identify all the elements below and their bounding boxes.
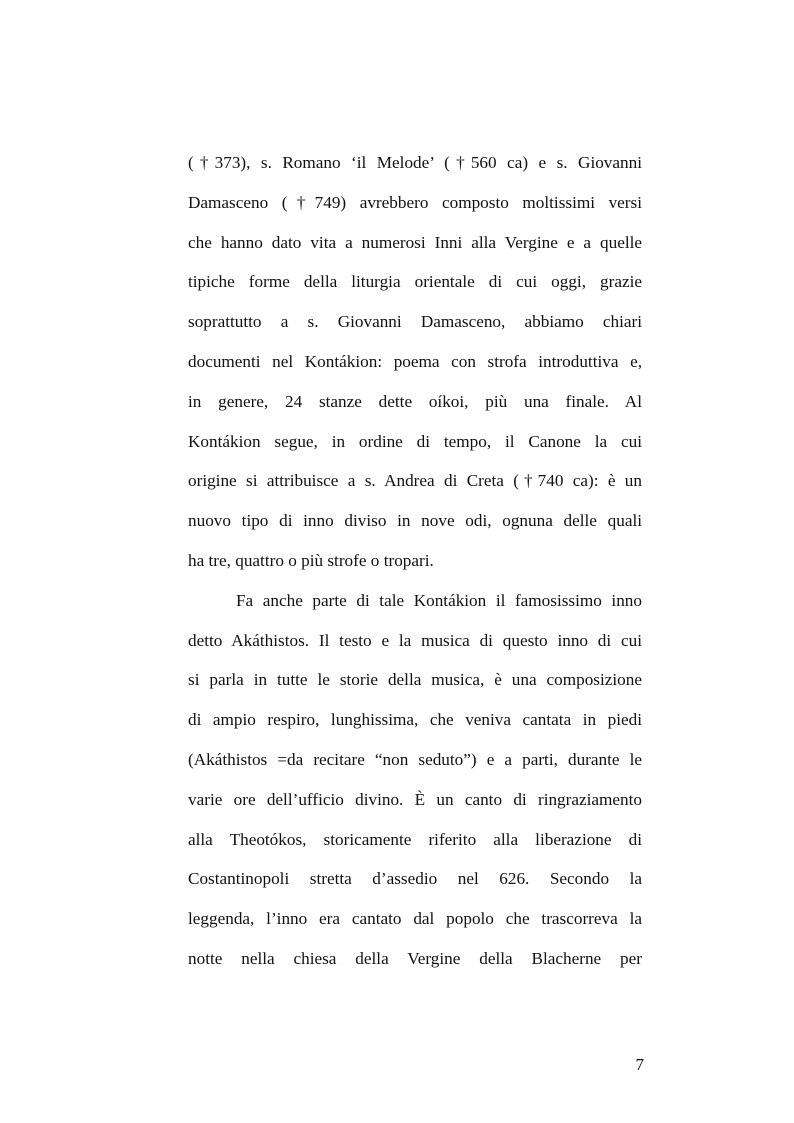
text-line-19: Costantinopoli stretta d’assedio nel 626. Secondo la [188, 869, 642, 889]
text-line-10: nuovo tipo di inno diviso in nove odi, ognuna delle quali [188, 511, 642, 531]
text-line-21: notte nella chiesa della Vergine della Blacherne per [188, 948, 642, 968]
text-line-7: in genere, 24 stanze dette oíkoi, più una finale. Al [188, 391, 642, 411]
text-line-16: (Akáthistos =da recitare “non seduto”) e a parti, durante le [188, 749, 642, 769]
text-line-18: alla Theotókos, storicamente riferito alla liberazione di [188, 829, 642, 849]
text-line-14: si parla in tutte le storie della musica, è una composizione [188, 670, 642, 690]
text-line-12: Fa anche parte di tale Kontákion il famosissimo inno [236, 590, 642, 610]
text-line-1: (†373), s. Romano ‘il Melode’ (†560 ca) e s. Giovanni [188, 153, 642, 172]
body-text [188, 148, 642, 984]
page-number: 7 [635, 1055, 644, 1074]
text-line-5: soprattutto a s. Giovanni Damasceno, abbiamo chiari [188, 312, 642, 332]
text-line-3: che hanno dato vita a numerosi Inni alla Vergine e a quelle [188, 232, 642, 252]
text-line-8: Kontákion segue, in ordine di tempo, il Canone la cui [188, 431, 642, 451]
text-line-17: varie ore dell’ufficio divino. È un canto di ringraziamento [188, 789, 642, 809]
text-line-20: leggenda, l’inno era cantato dal popolo che trascorreva la [188, 909, 642, 929]
text-line-6: documenti nel Kontákion: poema con strofa introduttiva e, [188, 351, 642, 371]
text-line-13: detto Akáthistos. Il testo e la musica di questo inno di cui [188, 630, 642, 650]
text-line-11: ha tre, quattro o più strofe o tropari. [188, 550, 434, 570]
text-line-2: Damasceno (†749) avrebbero composto moltissimi versi [188, 192, 642, 212]
text-line-15: di ampio respiro, lunghissima, che veniva cantata in piedi [188, 710, 642, 730]
text-line-4: tipiche forme della liturgia orientale di cui oggi, grazie [188, 272, 642, 292]
text-line-9: origine si attribuisce a s. Andrea di Creta (†740 ca): è un [188, 471, 642, 491]
